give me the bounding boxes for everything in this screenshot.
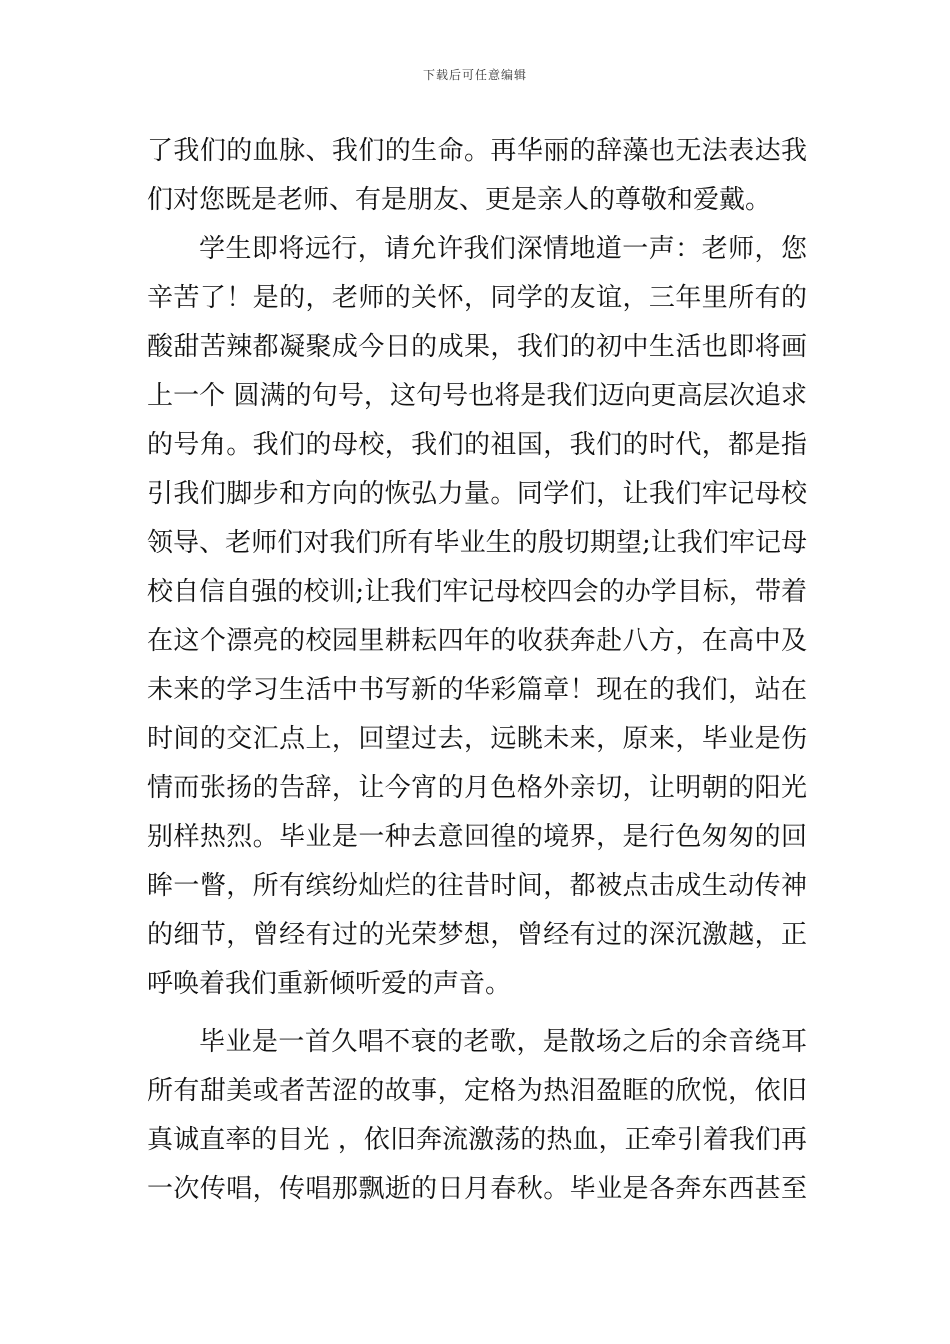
- text-line-18: 呼唤着我们重新倾听爱的声音。: [147, 969, 512, 999]
- text-line-5: 酸甜苦辣都凝聚成今日的成果，我们的初中生活也即将画: [147, 332, 807, 362]
- text-line-16: 眸一瞥，所有缤纷灿烂的往昔时间，都被点击成生动传神: [147, 871, 807, 901]
- text-line-6: 上一个 圆满的句号，这句号也将是我们迈向更高层次追求: [147, 381, 807, 411]
- text-line-19: 毕业是一首久唱不衰的老歌，是散场之后的余音绕耳: [199, 1027, 807, 1057]
- page-header: 下载后可任意编辑: [422, 68, 527, 82]
- text-line-10: 校自信自强的校训;让我们牢记母校四会的办学目标，带着: [147, 577, 807, 607]
- text-line-15: 别样热烈。毕业是一种去意回徨的境界，是行色匆匆的回: [147, 822, 807, 852]
- text-line-17: 的细节，曾经有过的光荣梦想，曾经有过的深沉激越，正: [147, 920, 807, 950]
- text-line-21: 真诚直率的目光 ，依旧奔流激荡的热血，正牵引着我们再: [147, 1125, 807, 1155]
- text-line-14: 情而张扬的告辞，让今宵的月色格外亲切，让明朝的阳光: [147, 773, 807, 803]
- text-line-9: 领导、老师们对我们所有毕业生的殷切期望;让我们牢记母: [147, 528, 807, 558]
- text-line-2: 们对您既是老师、有是朋友、更是亲人的尊敬和爱戴。: [147, 185, 772, 215]
- text-line-20: 所有甜美或者苦涩的故事，定格为热泪盈眶的欣悦，依旧: [147, 1076, 807, 1106]
- text-line-7: 的号角。我们的母校，我们的祖国，我们的时代，都是指: [147, 430, 807, 460]
- text-line-4: 辛苦了！是的，老师的关怀，同学的友谊，三年里所有的: [147, 283, 807, 313]
- text-line-1: 了我们的血脉、我们的生命。再华丽的辞藻也无法表达我: [147, 136, 807, 166]
- text-line-8: 引我们脚步和方向的恢弘力量。同学们，让我们牢记母校: [147, 479, 807, 509]
- text-line-11: 在这个漂亮的校园里耕耘四年的收获奔赴八方，在高中及: [147, 626, 807, 656]
- text-line-12: 未来的学习生活中书写新的华彩篇章！现在的我们，站在: [147, 675, 807, 705]
- text-line-3: 学生即将远行，请允许我们深情地道一声：老师，您: [199, 234, 807, 264]
- text-line-13: 时间的交汇点上，回望过去，远眺未来，原来，毕业是伤: [147, 724, 807, 754]
- text-line-22: 一次传唱，传唱那飘逝的日月春秋。毕业是各奔东西甚至: [147, 1174, 807, 1204]
